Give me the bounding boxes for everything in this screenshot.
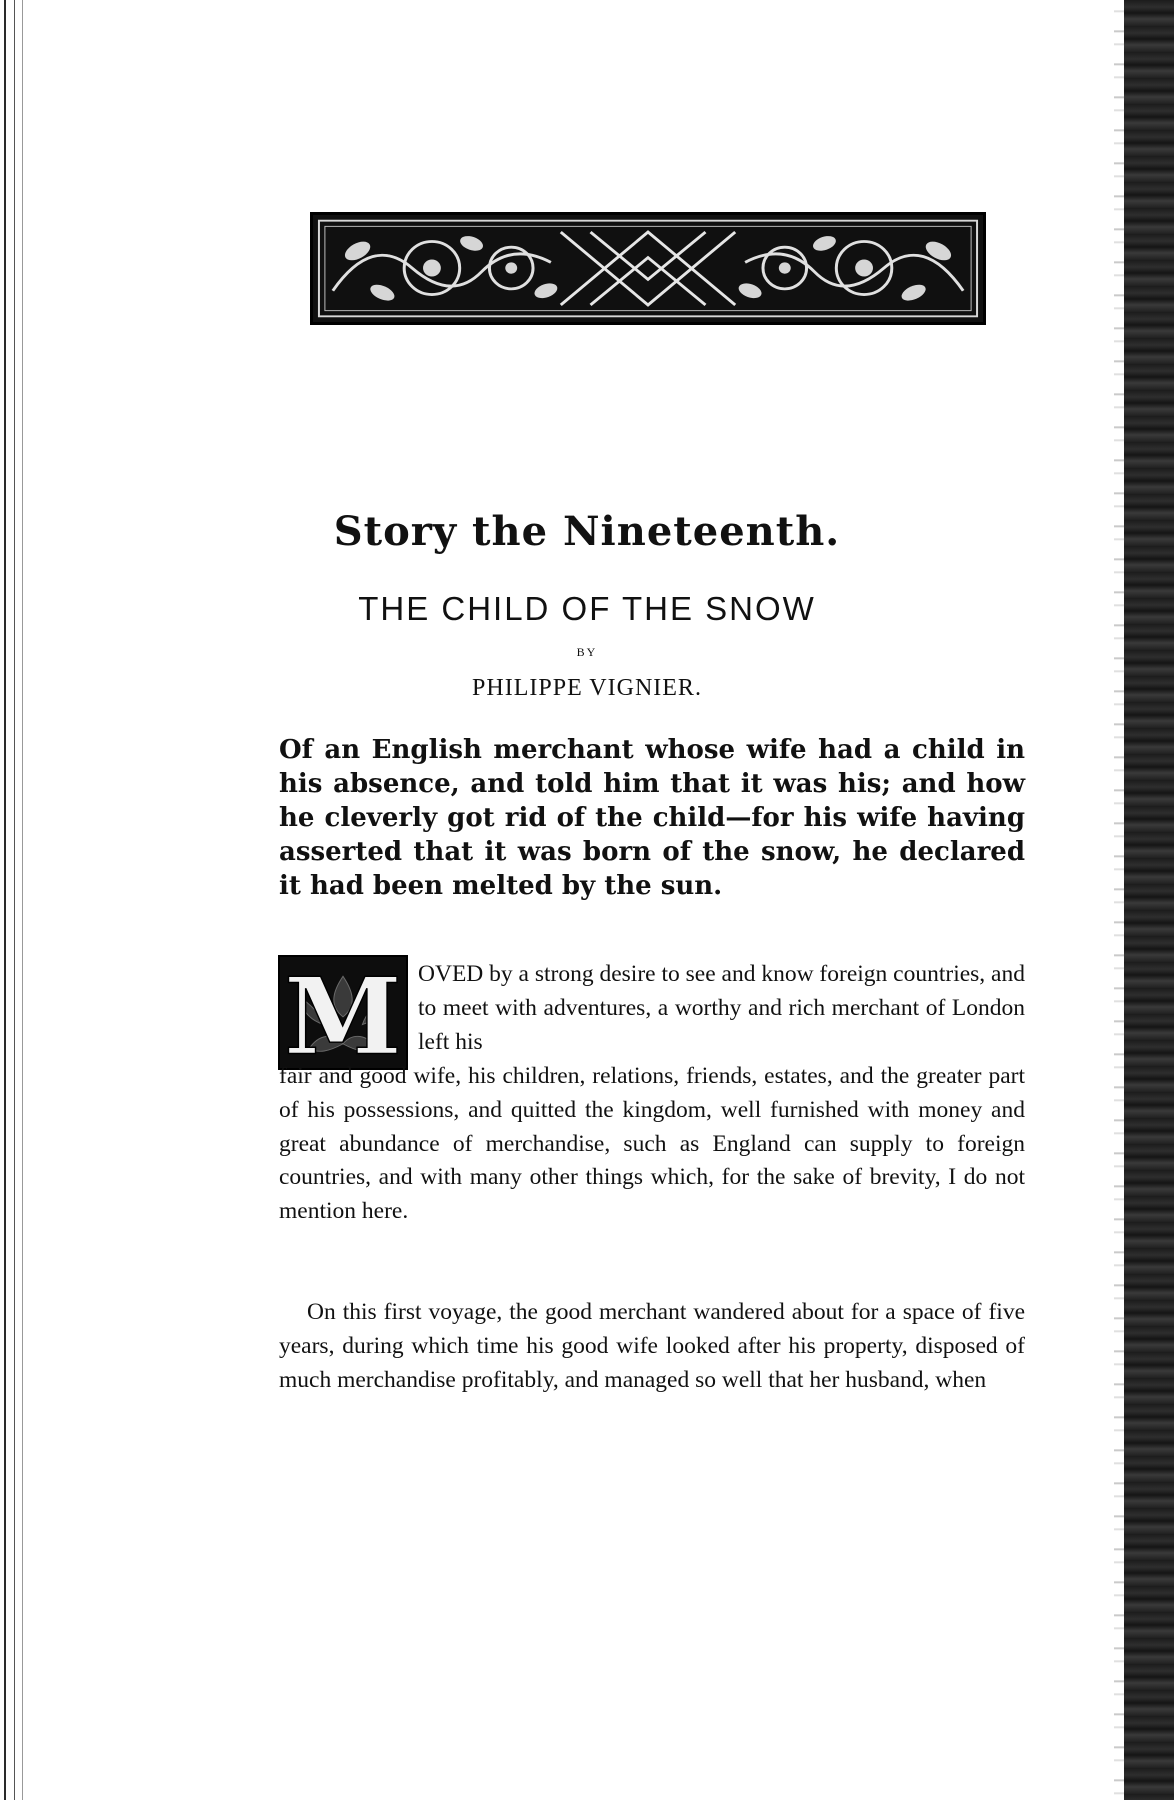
- scan-right-edge: [1124, 0, 1174, 1800]
- drop-cap-letter: M: [283, 957, 403, 1068]
- scan-left-edge: [0, 0, 30, 1800]
- story-title: THE CHILD OF THE SNOW: [358, 590, 816, 627]
- paragraph-1: fair and good wife, his children, relations, friends, estates, and the greater part of his possessions, and quitted the kingdom, well furnished with money and great abundance of merchandise, such as England can supply to foreign countries, and with many other things which, for the sake of brevity, I do not mention here.: [279, 1063, 1025, 1225]
- paragraph-2: On this first voyage, the good merchant wandered about for a space of five years, during which time his good wife looked after his property, disposed of much merchandise profitably, and managed so well that her husband, when: [279, 1299, 1025, 1393]
- story-heading: Story the Nineteenth.: [333, 508, 841, 555]
- paragraph-1-opening: OVED by a strong desire to see and know foreign countries, and to meet with adventures, a worthy and rich merchant of London left his: [418, 961, 1025, 1055]
- author-name: PHILIPPE VIGNIER.: [472, 675, 702, 701]
- story-argument: Of an English merchant whose wife had a child in his absence, and told him that it was his; and how he cleverly got rid of the child—for his wife having asserted that it was born of the snow, he declared it had been melted by the sun.: [279, 735, 1025, 901]
- header-ornament: [310, 212, 986, 325]
- drop-cap-m: [278, 955, 408, 1070]
- byline-label: BY: [576, 645, 598, 659]
